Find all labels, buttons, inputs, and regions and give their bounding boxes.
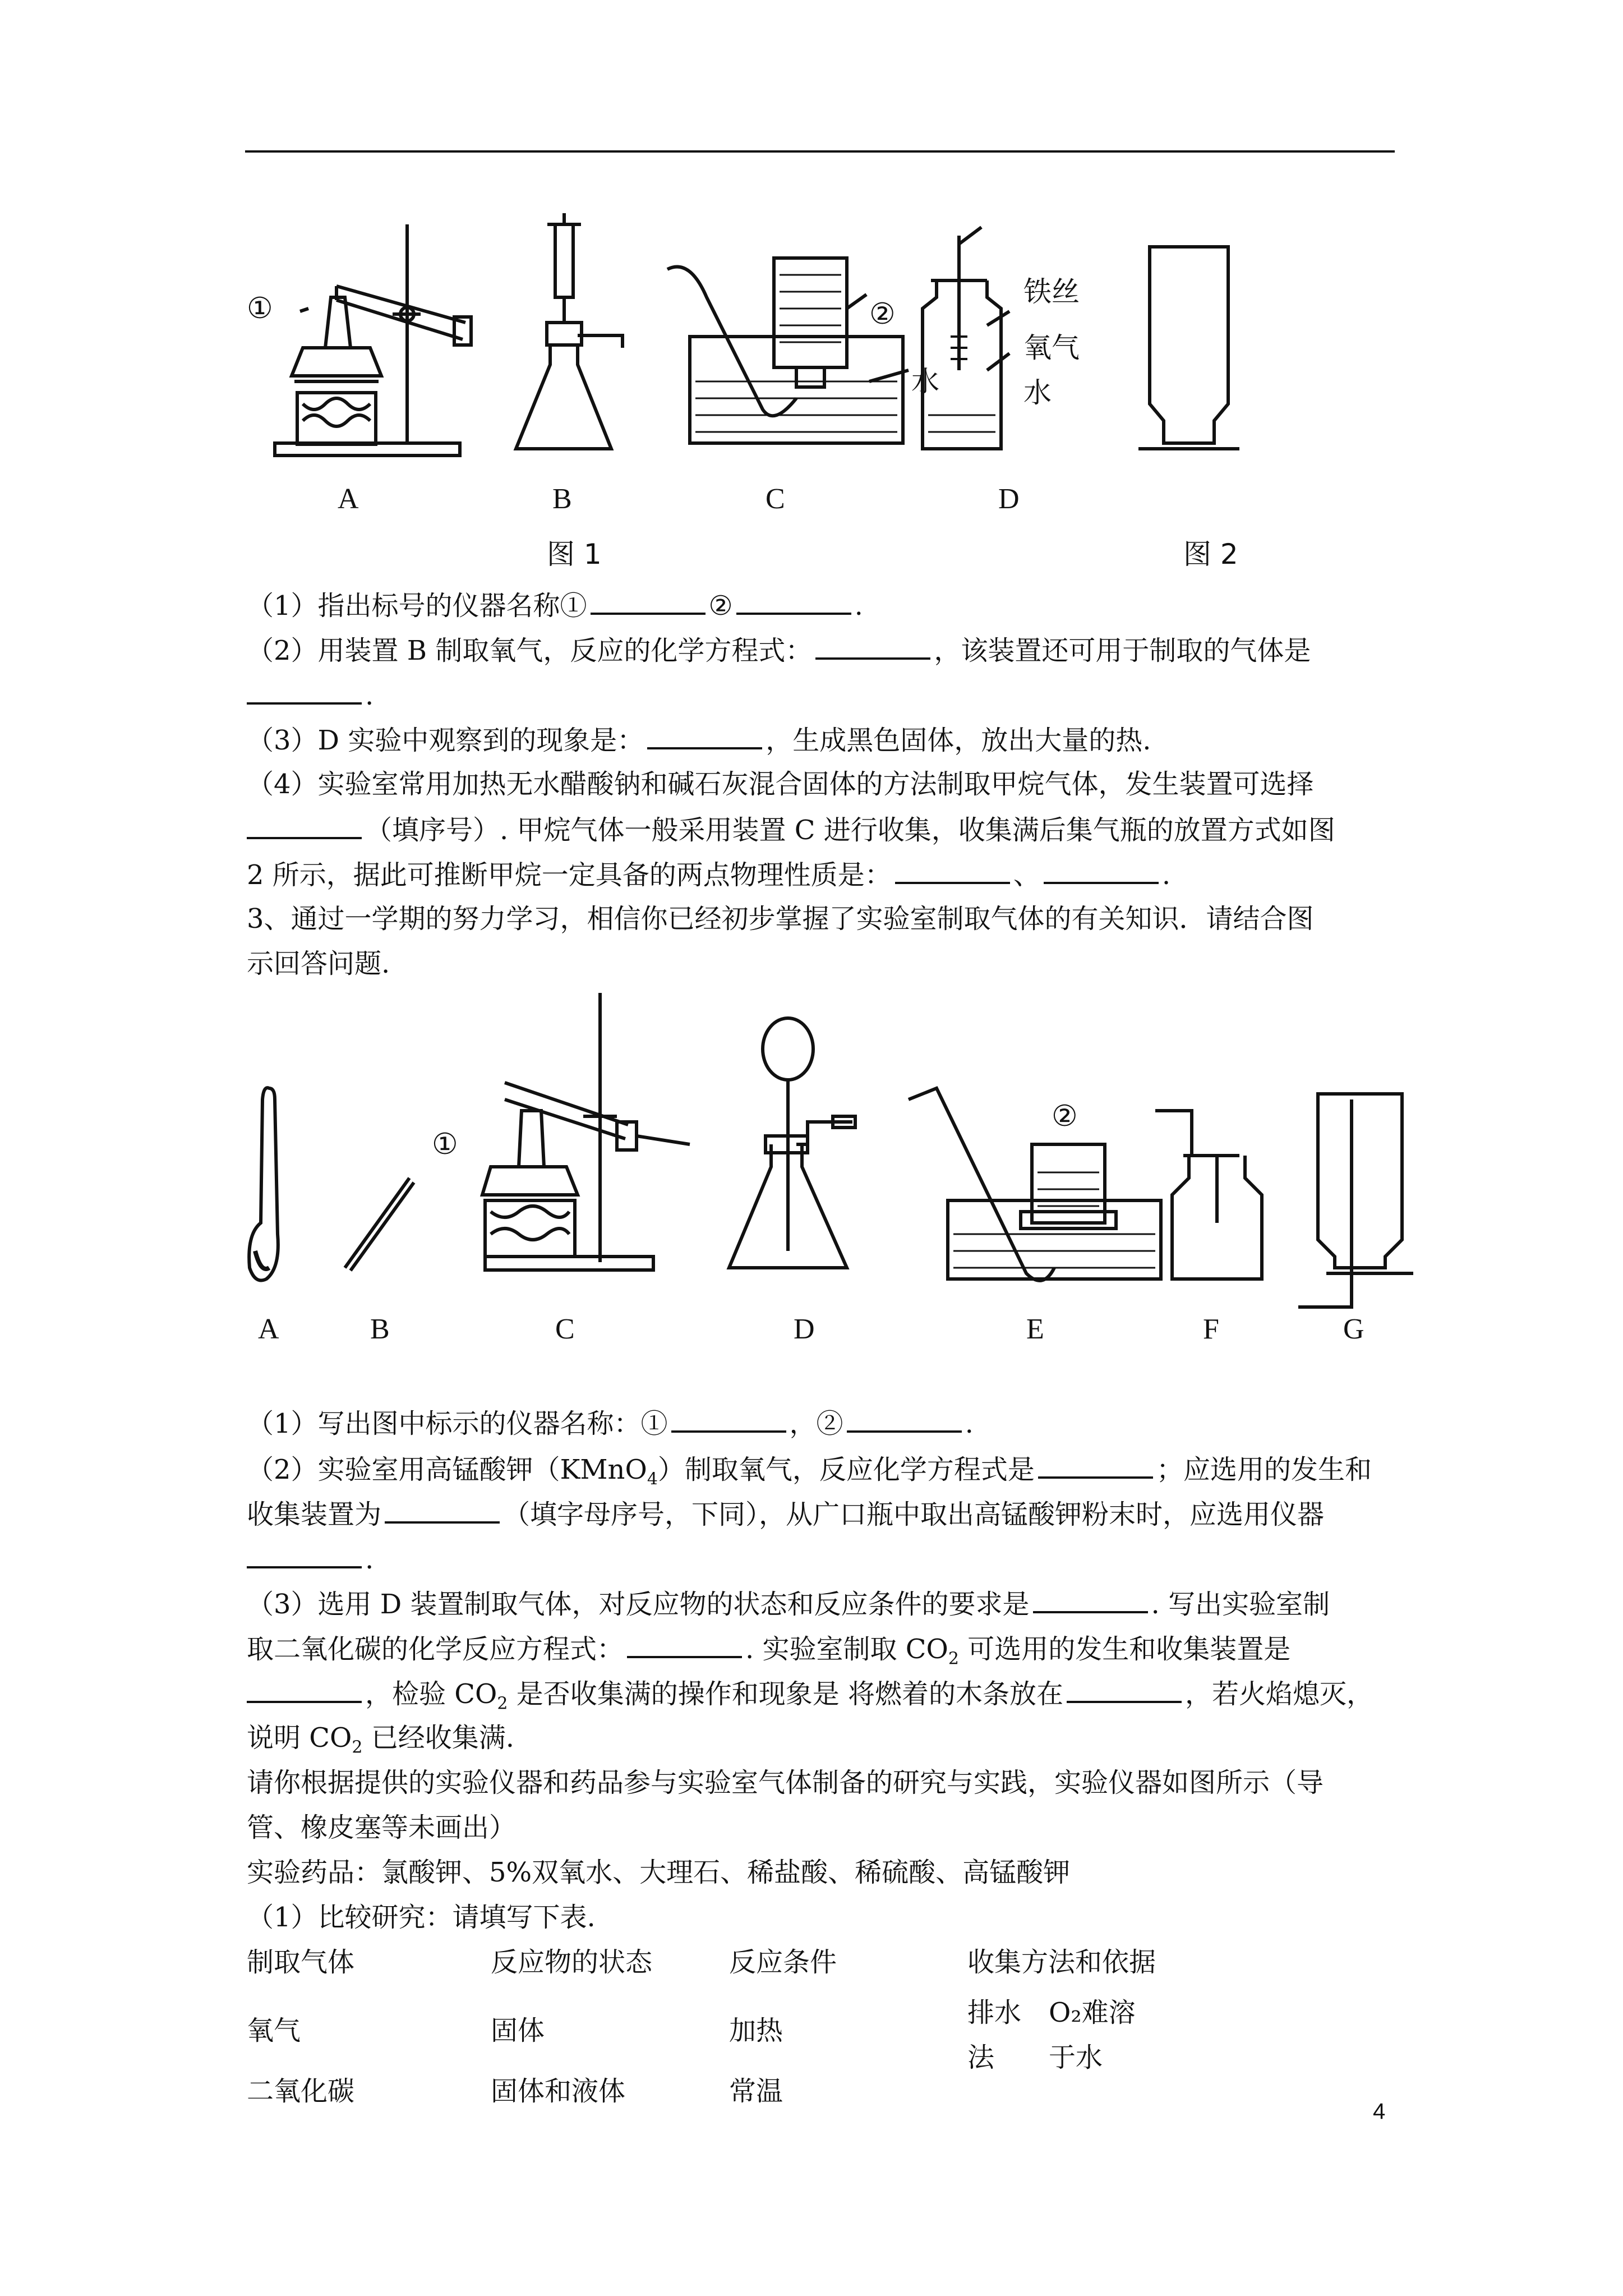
answer-blank[interactable]	[591, 588, 706, 615]
table-row-1-reason: O₂难溶于水	[1049, 1997, 1136, 2073]
answer-blank[interactable]	[895, 857, 1010, 884]
figure-2-caption: 图 2	[1183, 538, 1238, 570]
q4-line-1: 请你根据提供的实验仪器和药品参与实验室气体制备的研究与实践，实验仪器如图所示（导	[247, 1767, 1324, 1798]
fig3-label-c: C	[555, 1313, 575, 1345]
q2-line-4: （3）D 实验中观察到的现象是： ，生成黑色固体，放出大量的热.	[247, 723, 1151, 757]
q2-line-2: （2）用装置 B 制取氧气，反应的化学方程式： ，该装置还可用于制取的气体是	[247, 633, 1311, 668]
fig3-marker-2: ②	[1052, 1101, 1078, 1133]
answer-blank[interactable]	[247, 812, 362, 839]
fig1-label-a: A	[338, 483, 359, 515]
q2-line-3: .	[247, 678, 374, 712]
answer-blank[interactable]	[1038, 1452, 1153, 1479]
iron-wire-label: 铁丝	[1023, 275, 1080, 308]
table-header-gas: 制取气体	[247, 1947, 355, 1978]
q3-line-8: 说明 $CO_2$ 已经收集满.	[247, 1722, 514, 1757]
answer-blank[interactable]	[627, 1631, 742, 1658]
fig3-label-g: G	[1343, 1313, 1364, 1345]
table-header-condition: 反应条件	[729, 1947, 837, 1978]
figure-3-drawing	[236, 987, 1413, 1324]
q3-line-7: ，检验 $CO_2$ 是否收集满的操作和现象是 将燃着的木条放在 ，若火焰熄灭，	[247, 1676, 1373, 1721]
q2-line-5: （4）实验室常用加热无水醋酸钠和碱石灰混合固体的方法制取甲烷气体，发生装置可选择	[247, 769, 1314, 800]
fig1-label-d: D	[998, 483, 1020, 515]
figure-1	[241, 213, 1363, 527]
answer-blank[interactable]	[847, 1406, 962, 1433]
table-row-2-gas: 二氧化碳	[247, 2076, 355, 2107]
table-row-1-state: 固体	[491, 2015, 545, 2046]
q2-line-6: （填序号）. 甲烷气体一般采用装置 C 进行收集，收集满后集气瓶的放置方式如图	[247, 812, 1335, 847]
q4-line-2: 管、橡皮塞等未画出）	[247, 1812, 517, 1843]
q2-line-7: 2 所示，据此可推断甲烷一定具备的两点物理性质是： 、 .	[247, 857, 1170, 892]
fig3-marker-1: ①	[432, 1129, 458, 1161]
answer-blank[interactable]	[1044, 857, 1159, 884]
answer-blank[interactable]	[1033, 1586, 1148, 1613]
q3-line-3: 收集装置为 （填字母序号，下同），从广口瓶中取出高锰酸钾粉末时，应选用仪器	[247, 1497, 1324, 1531]
fig3-label-b: B	[370, 1313, 390, 1345]
header-rule	[245, 150, 1395, 153]
answer-blank[interactable]	[647, 723, 762, 749]
figure-3	[236, 987, 1413, 1345]
answer-blank[interactable]	[247, 1542, 362, 1568]
table-header-state: 反应物的状态	[491, 1947, 653, 1978]
q2-line-1: （1）指出标号的仪器名称① ② .	[247, 588, 863, 623]
oxygen-label: 氧气	[1023, 332, 1080, 364]
figure-1-caption: 图 1	[547, 538, 602, 570]
water-label-d: 水	[1023, 376, 1052, 409]
fig3-label-a: A	[258, 1313, 279, 1345]
q4-line-3: 实验药品：氯酸钾、5%双氧水、大理石、稀盐酸、稀硫酸、高锰酸钾	[247, 1857, 1071, 1888]
figure-1-drawing	[241, 213, 1363, 527]
q3-line-1: （1）写出图中标示的仪器名称：① ，② .	[247, 1406, 974, 1441]
table-row-2-state: 固体和液体	[491, 2076, 626, 2107]
answer-blank[interactable]	[736, 588, 851, 615]
q3-line-4: .	[247, 1542, 374, 1576]
q3-line-5: （3）选用 D 装置制取气体，对反应物的状态和反应条件的要求是 . 写出实验室制	[247, 1586, 1330, 1621]
q3-line-2: （2）实验室用高锰酸钾（KMnO$_4$）制取氧气，反应化学方程式是 ；应选用的发生和	[247, 1452, 1372, 1497]
answer-blank[interactable]	[1067, 1676, 1182, 1703]
page-number: 4	[1373, 2099, 1386, 2124]
fig3-label-e: E	[1026, 1313, 1044, 1345]
fig1-label-b: B	[552, 483, 572, 515]
answer-blank[interactable]	[247, 1676, 362, 1703]
answer-blank[interactable]	[247, 678, 362, 705]
q3-line-6: 取二氧化碳的化学反应方程式： . 实验室制取 $CO_2$ 可选用的发生和收集装置是	[247, 1631, 1290, 1676]
fig3-label-f: F	[1203, 1313, 1219, 1345]
q3-intro-line-2: 示回答问题.	[247, 948, 390, 979]
fig1-marker-1: ①	[247, 293, 273, 325]
table-header-collection: 收集方法和依据	[967, 1947, 1156, 1978]
fig3-label-d: D	[794, 1313, 815, 1345]
table-row-1-gas: 氧气	[247, 2015, 301, 2046]
water-label-c: 水	[911, 365, 939, 398]
q3-intro-line-1: 3、通过一学期的努力学习，相信你已经初步掌握了实验室制取气体的有关知识．请结合图	[247, 903, 1314, 935]
q4-line-4: （1）比较研究：请填写下表.	[247, 1902, 596, 1933]
fig1-marker-2: ②	[869, 298, 896, 330]
table-row-1-method: 排水法	[967, 1997, 1022, 2073]
answer-blank[interactable]	[815, 633, 930, 660]
fig1-label-c: C	[766, 483, 785, 515]
answer-blank[interactable]	[385, 1497, 500, 1524]
table-row-2-condition: 常温	[729, 2076, 783, 2107]
table-row-1-condition: 加热	[729, 2015, 783, 2046]
answer-blank[interactable]	[671, 1406, 786, 1433]
